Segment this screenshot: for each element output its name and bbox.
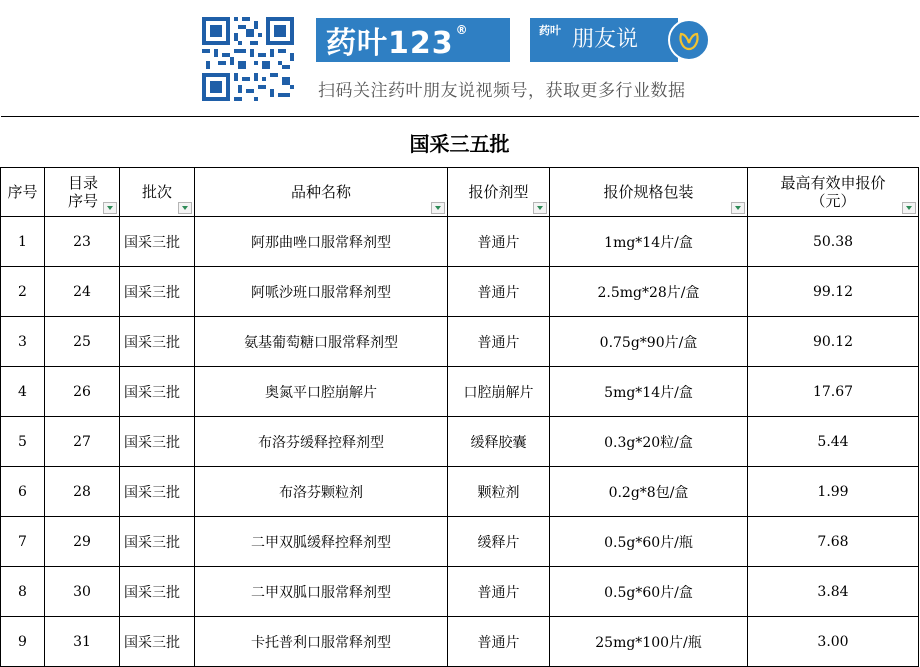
cell-dosage-form[interactable]: 缓释片 bbox=[448, 517, 550, 567]
cell-catalog-no[interactable]: 30 bbox=[45, 567, 120, 617]
tagline: 扫码关注药叶朋友说视频号，获取更多行业数据 bbox=[318, 81, 686, 101]
cell-price[interactable]: 3.00 bbox=[748, 617, 919, 667]
cell-spec[interactable]: 0.5g*60片/瓶 bbox=[550, 517, 748, 567]
cell-batch[interactable]: 国采三批 bbox=[120, 317, 195, 367]
header-label: 报价剂型 bbox=[468, 183, 529, 201]
cell-catalog-no[interactable]: 31 bbox=[45, 617, 120, 667]
cell-price[interactable]: 99.12 bbox=[748, 267, 919, 317]
cell-name[interactable]: 布洛芬缓释控释剂型 bbox=[195, 417, 448, 467]
header-label: 批次 bbox=[141, 183, 172, 201]
table-title: 国采三五批 bbox=[1, 117, 919, 168]
header-label: 序号 bbox=[7, 183, 38, 201]
header-price bbox=[748, 168, 919, 217]
cell-batch[interactable]: 国采三批 bbox=[120, 567, 195, 617]
cell-spec[interactable]: 1mg*14片/盒 bbox=[550, 217, 748, 267]
cell-spec[interactable]: 25mg*100片/瓶 bbox=[550, 617, 748, 667]
table-row bbox=[1, 517, 919, 567]
drug-price-table bbox=[0, 116, 919, 667]
cell-batch[interactable]: 国采三批 bbox=[120, 467, 195, 517]
cell-dosage-form[interactable]: 普通片 bbox=[448, 317, 550, 367]
cell-price[interactable]: 1.99 bbox=[748, 467, 919, 517]
cell-price[interactable]: 5.44 bbox=[748, 417, 919, 467]
table-row bbox=[1, 417, 919, 467]
cell-catalog-no[interactable]: 25 bbox=[45, 317, 120, 367]
cell-spec[interactable]: 0.75g*90片/盒 bbox=[550, 317, 748, 367]
header-label: 最高有效申报价（元） bbox=[780, 174, 886, 210]
cell-catalog-no[interactable]: 27 bbox=[45, 417, 120, 467]
cell-dosage-form[interactable]: 普通片 bbox=[448, 567, 550, 617]
cell-spec[interactable]: 2.5mg*28片/盒 bbox=[550, 267, 748, 317]
table-row bbox=[1, 467, 919, 517]
cell-dosage-form[interactable]: 普通片 bbox=[448, 217, 550, 267]
cell-seq[interactable]: 1 bbox=[1, 217, 45, 267]
cell-catalog-no[interactable]: 23 bbox=[45, 217, 120, 267]
cell-spec[interactable]: 0.2g*8包/盒 bbox=[550, 467, 748, 517]
table-row bbox=[1, 317, 919, 367]
title-row bbox=[1, 117, 919, 168]
table-row bbox=[1, 217, 919, 267]
friend-talk-logo bbox=[530, 18, 706, 62]
cell-name[interactable]: 卡托普利口服常释剂型 bbox=[195, 617, 448, 667]
cell-name[interactable]: 二甲双胍缓释控释剂型 bbox=[195, 517, 448, 567]
cell-dosage-form[interactable]: 颗粒剂 bbox=[448, 467, 550, 517]
cell-seq[interactable]: 7 bbox=[1, 517, 45, 567]
table-row bbox=[1, 617, 919, 667]
cell-seq[interactable]: 4 bbox=[1, 367, 45, 417]
cell-catalog-no[interactable]: 28 bbox=[45, 467, 120, 517]
cell-price[interactable]: 7.68 bbox=[748, 517, 919, 567]
header-seq bbox=[1, 168, 45, 217]
cell-price[interactable]: 50.38 bbox=[748, 217, 919, 267]
cell-price[interactable]: 17.67 bbox=[748, 367, 919, 417]
cell-seq[interactable]: 9 bbox=[1, 617, 45, 667]
filter-dropdown-icon[interactable] bbox=[178, 202, 192, 214]
table-row bbox=[1, 267, 919, 317]
cell-name[interactable]: 奥氮平口腔崩解片 bbox=[195, 367, 448, 417]
cell-catalog-no[interactable]: 26 bbox=[45, 367, 120, 417]
cell-price[interactable]: 90.12 bbox=[748, 317, 919, 367]
cell-dosage-form[interactable]: 缓释胶囊 bbox=[448, 417, 550, 467]
cell-name[interactable]: 氨基葡萄糖口服常释剂型 bbox=[195, 317, 448, 367]
filter-dropdown-icon[interactable] bbox=[902, 202, 916, 214]
cell-seq[interactable]: 3 bbox=[1, 317, 45, 367]
header-row bbox=[1, 168, 919, 217]
cell-seq[interactable]: 2 bbox=[1, 267, 45, 317]
header-label: 报价规格包装 bbox=[603, 183, 694, 201]
cell-spec[interactable]: 5mg*14片/盒 bbox=[550, 367, 748, 417]
cell-batch[interactable]: 国采三批 bbox=[120, 267, 195, 317]
butterfly-icon bbox=[668, 19, 710, 61]
cell-spec[interactable]: 0.5g*60片/盒 bbox=[550, 567, 748, 617]
cell-seq[interactable]: 5 bbox=[1, 417, 45, 467]
cell-batch[interactable]: 国采三批 bbox=[120, 417, 195, 467]
cell-seq[interactable]: 8 bbox=[1, 567, 45, 617]
cell-catalog-no[interactable]: 24 bbox=[45, 267, 120, 317]
cell-spec[interactable]: 0.3g*20粒/盒 bbox=[550, 417, 748, 467]
header-batch bbox=[120, 168, 195, 217]
cell-dosage-form[interactable]: 口腔崩解片 bbox=[448, 367, 550, 417]
table-row bbox=[1, 367, 919, 417]
header-label: 目录序号 bbox=[67, 174, 98, 210]
logo-text: 朋友说 bbox=[570, 18, 678, 62]
header-catalog-no bbox=[45, 168, 120, 217]
header-label: 品种名称 bbox=[290, 183, 351, 201]
cell-catalog-no[interactable]: 29 bbox=[45, 517, 120, 567]
filter-dropdown-icon[interactable] bbox=[731, 202, 745, 214]
cell-batch[interactable]: 国采三批 bbox=[120, 617, 195, 667]
cell-dosage-form[interactable]: 普通片 bbox=[448, 617, 550, 667]
cell-batch[interactable]: 国采三批 bbox=[120, 367, 195, 417]
table-row bbox=[1, 567, 919, 617]
header-name bbox=[195, 168, 448, 217]
cell-seq[interactable]: 6 bbox=[1, 467, 45, 517]
header-spec bbox=[550, 168, 748, 217]
qr-code bbox=[202, 16, 294, 102]
filter-dropdown-icon[interactable] bbox=[103, 202, 117, 214]
header-dosage-form bbox=[448, 168, 550, 217]
cell-batch[interactable]: 国采三批 bbox=[120, 217, 195, 267]
filter-dropdown-icon[interactable] bbox=[533, 202, 547, 214]
cell-name[interactable]: 阿哌沙班口服常释剂型 bbox=[195, 267, 448, 317]
banner bbox=[0, 0, 920, 116]
filter-dropdown-icon[interactable] bbox=[431, 202, 445, 214]
cell-name[interactable]: 阿那曲唑口服常释剂型 bbox=[195, 217, 448, 267]
cell-price[interactable]: 3.84 bbox=[748, 567, 919, 617]
registered-mark: ® bbox=[455, 23, 469, 37]
logo-square: 药叶 bbox=[530, 18, 570, 62]
yaoye123-logo bbox=[316, 18, 510, 62]
table-body bbox=[1, 217, 919, 667]
logo-text: 药叶123 bbox=[326, 26, 454, 61]
cell-name[interactable]: 布洛芬颗粒剂 bbox=[195, 467, 448, 517]
cell-batch[interactable]: 国采三批 bbox=[120, 517, 195, 567]
cell-name[interactable]: 二甲双胍口服常释剂型 bbox=[195, 567, 448, 617]
cell-dosage-form[interactable]: 普通片 bbox=[448, 267, 550, 317]
